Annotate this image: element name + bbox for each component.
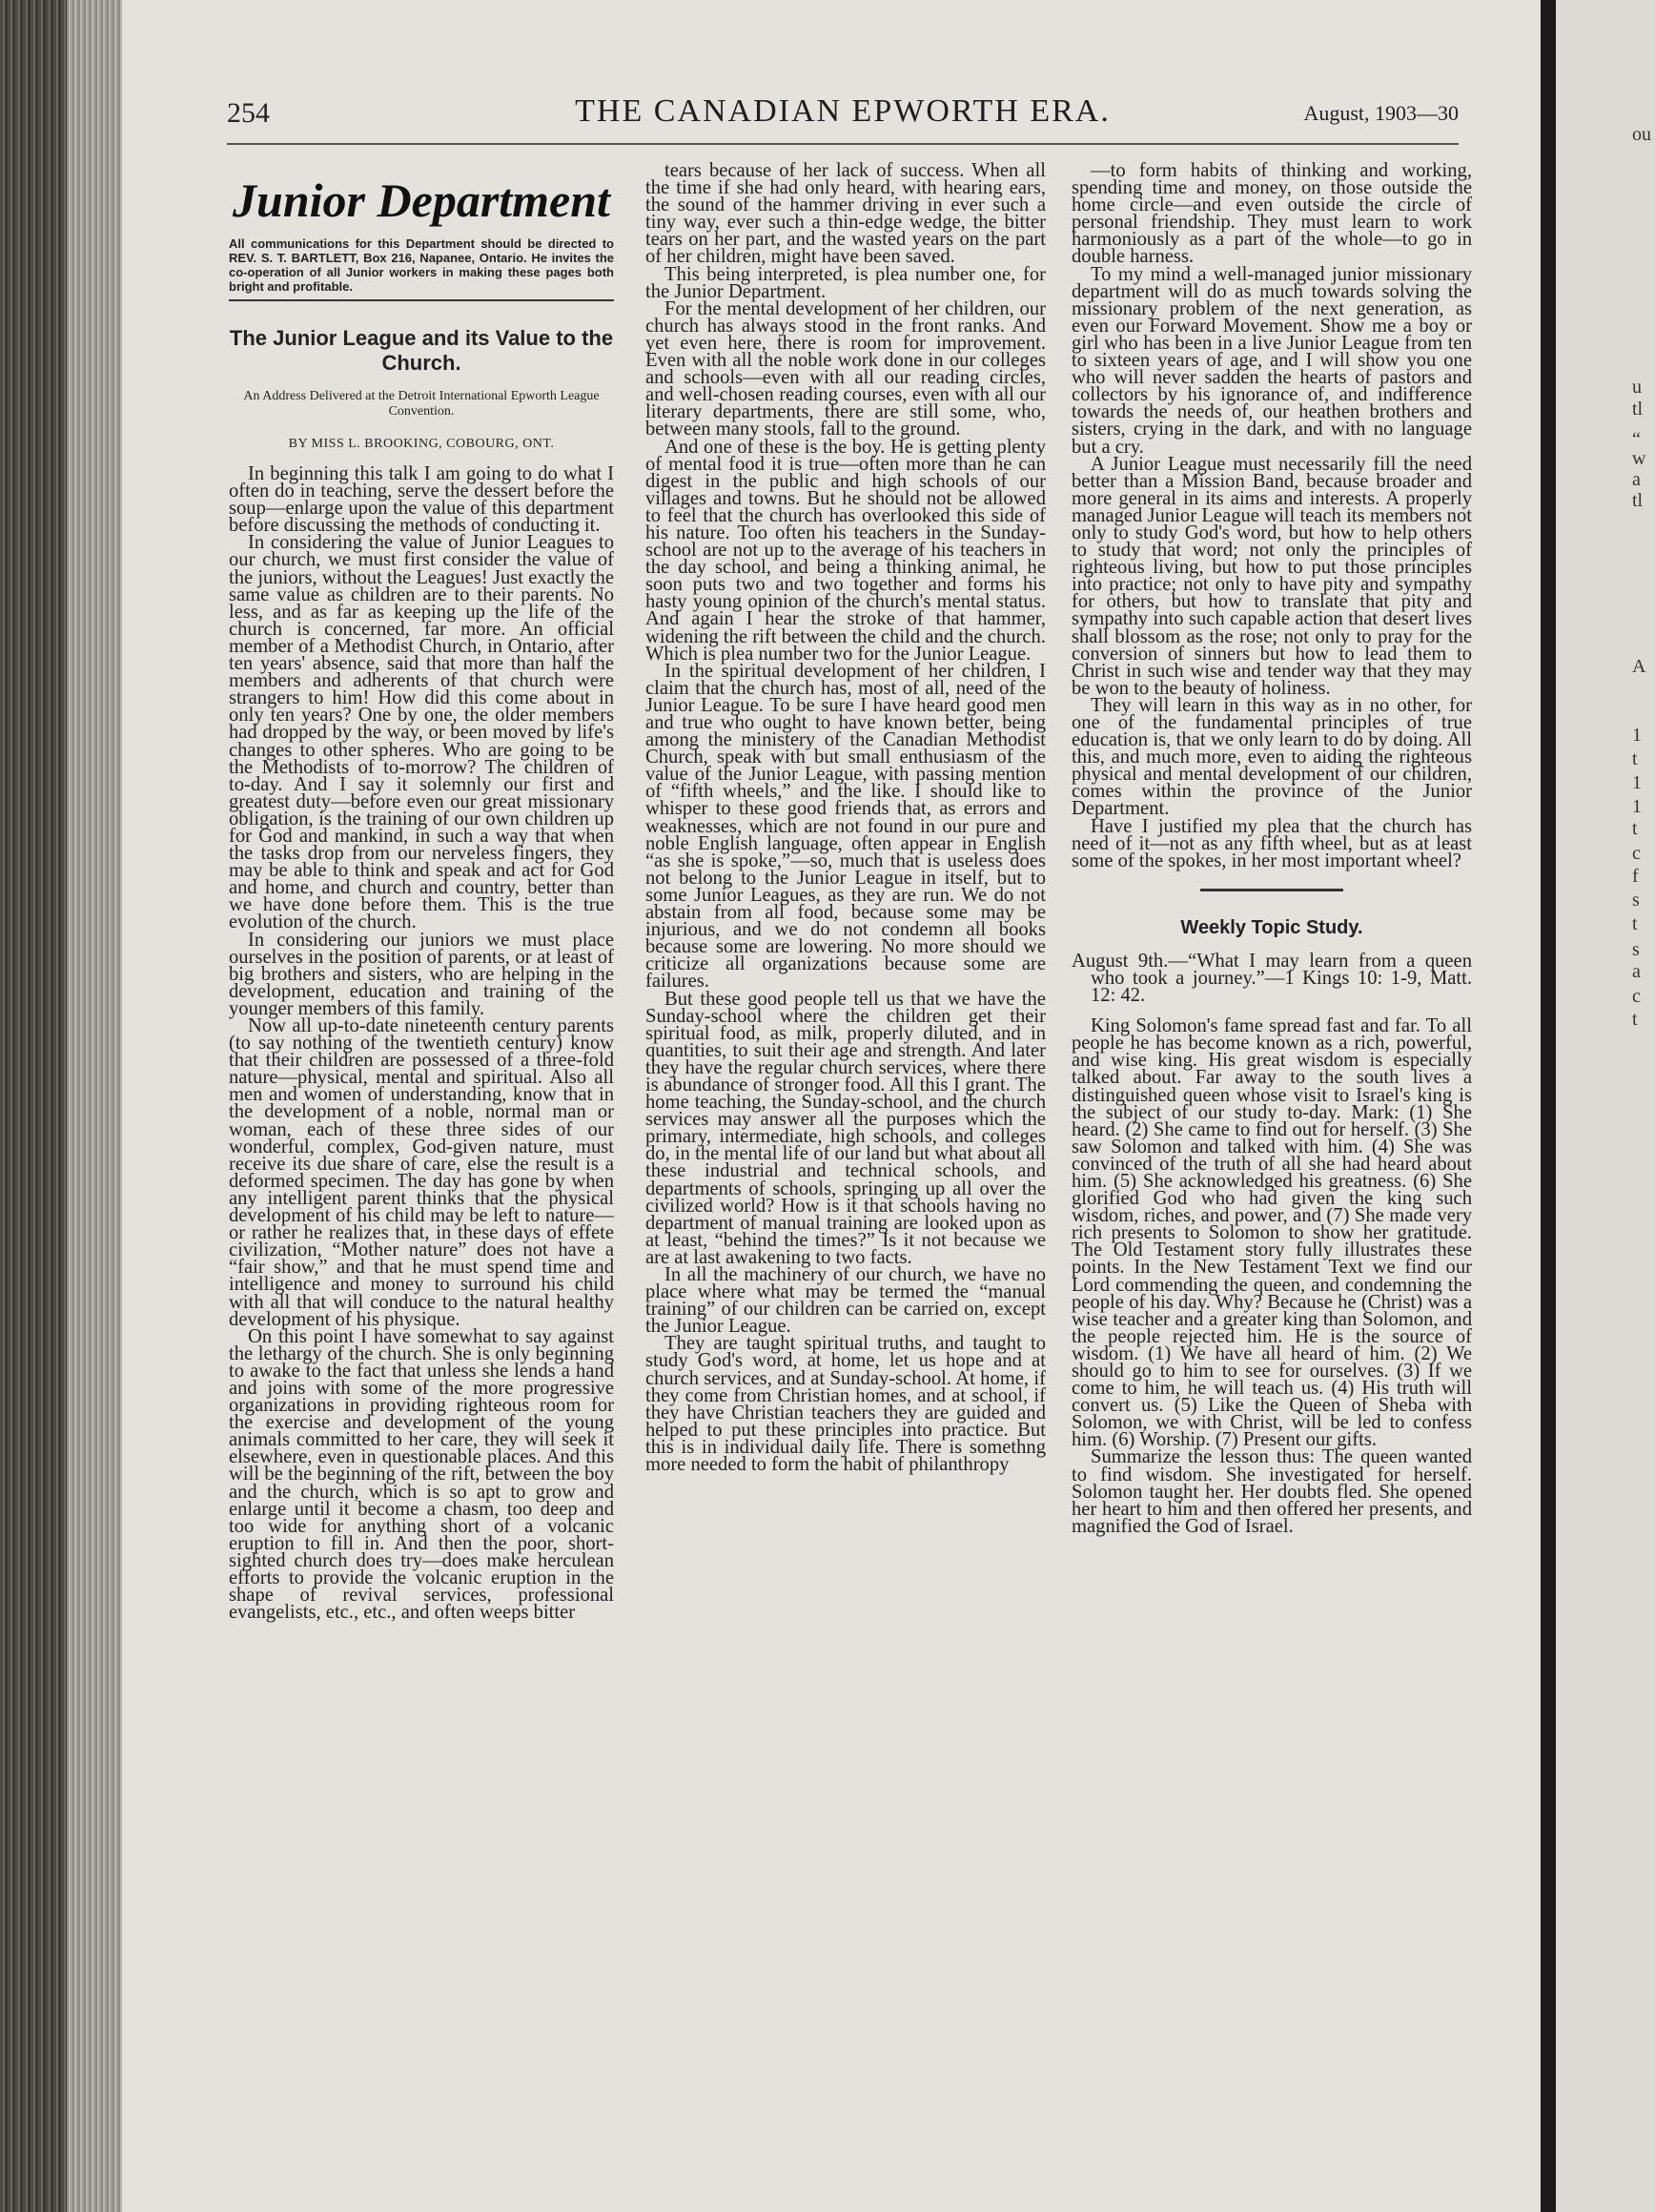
adjacent-page-text-fragment: tl (1632, 399, 1644, 420)
adjacent-page-text-fragment: 1 (1632, 772, 1642, 793)
article-paragraph: In all the machinery of our church, we have no place where what may be termed the “manual training” of our children can be carried on, except the Junior League. (645, 1264, 1046, 1338)
adjacent-page-text-fragment: a (1632, 469, 1641, 490)
article-byline: BY MISS L. BROOKING, COBOURG, ONT. (288, 437, 555, 451)
section-divider-rule (1200, 889, 1343, 891)
topic-study-title: Weekly Topic Study. (1180, 916, 1363, 938)
article-subtitle: An Address Delivered at the Detroit International Epworth League Convention. (243, 389, 600, 419)
adjacent-page-text-fragment: tl (1632, 490, 1644, 511)
department-rule (229, 299, 614, 301)
article-paragraph: This being interpreted, is plea number one, for the Junior Department. (645, 263, 1046, 302)
article-paragraph: In beginning this talk I am going to do what I often do in teaching, serve the dessert before the soup—enlarge upon the value of this department before discussing the methods of conducting it. (229, 463, 614, 537)
adjacent-page-text-fragment: “ (1632, 429, 1641, 450)
article-paragraph: They will learn in this way as in no other, for one of the fundamental principles of true education is, that we only learn to do by doing. All this, and much more, even to aiding the righteous physical and mental development of our children, comes within the province of the Junior Department. (1072, 694, 1472, 820)
issue-date: August, 1903—30 (1303, 101, 1459, 125)
article-paragraph: In considering our juniors we must place ourselves in the position of parents, or at least of big brothers and sisters, who are helping in the development, education and training of the younger members of this family. (229, 929, 614, 1019)
article-paragraph: To my mind a well-managed junior missionary department will do as much towards solving the missionary problem of the next generation, as even our Forward Movement. Show me a boy or girl who has been in a live Junior League from ten to sixteen years of age, and I will show you one who will never sadden the hearts of pastors and collectors by his ignorance of, and indifference towards the needs of, our heathen brothers and sisters, crying in the dark, and with no language but a cry. (1072, 263, 1472, 458)
article-body-left (229, 463, 614, 1624)
adjacent-page-text-fragment: a (1632, 961, 1641, 982)
adjacent-page-text-fragment: 1 (1632, 725, 1642, 746)
article-paragraph: In considering the value of Junior Leagues to our church, we must first consider the value of the juniors, without the Leagues! Just exactly the same value as children are to their parents. No less, and as far as keeping up the life of the church is concerned, far more. An official member of a Methodist Church, in Ontario, after ten years' absence, said that more than half the members and adherents of that church were strangers to him! How did this come about in only ten years? One by one, the older members had dropped by the way, or been moved by life's changes to other spheres. Who are going to be the Methodists of to-morrow? The children of to-day. And I say it solemnly our first and greatest duty—before even our great missionary obligation, is the training of our own children up for God and mankind, in such a way that when the tasks drop from our nerveless fingers, they may be able to think and speak and act for God and home, and church and country, better than we have done before them. This is the true evolution of the church. (229, 532, 614, 933)
column-right (1072, 162, 1472, 1535)
adjacent-page-text-fragment: ou (1632, 124, 1651, 145)
topic-study-body (1072, 1017, 1472, 1535)
adjacent-page-text-fragment: u (1632, 377, 1642, 398)
article-paragraph: —to form habits of thinking and working, spending time and money, on those outside the home circle—and even outside the circle of personal friendship. They must learn to work harmoniously as a part of the whole—to go in double harness. (1072, 160, 1472, 268)
header-rule (227, 143, 1459, 145)
topic-study-reference: August 9th.—“What I may learn from a queen who took a journey.”—1 Kings 10: 1-9, Matt. 12: 42. (1072, 950, 1472, 1007)
adjacent-page-text-fragment: t (1632, 913, 1638, 934)
adjacent-page-text-fragment: c (1632, 986, 1641, 1007)
adjacent-page-text-fragment: t (1632, 748, 1638, 769)
department-note: All communications for this Department should be directed to REV. S. T. BARTLETT, Box 216, Napanee, Ontario. He invites the co-operation of all Junior workers in making these pages both bright and profitable. (229, 236, 614, 294)
topic-paragraph: Summarize the lesson thus: The queen wanted to find wisdom. She investigated for herself. Solomon taught her. Her doubts fled. She opened her heart to him and then offered her presents, and magnified the God of Israel. (1072, 1446, 1472, 1537)
adjacent-page-text-fragment: 1 (1632, 796, 1642, 817)
topic-paragraph: King Solomon's fame spread fast and far. To all people he has become known as a rich, powerful, and wise king. His great wisdom is especially talked about. Far away to the south lives a distinguished queen whose visit to Israel's king is the subject of our study to-day. Mark: (1) She heard. (2) She came to find out for herself. (3) She saw Solomon and talked with him. (4) She was convinced of the truth of all she had heard about him. (5) She acknowledged his greatness. (6) She glorified God who had given the king such wisdom, riches, and power, and (7) She made very rich presents to Solomon to show her gratitude. The Old Testament story fully illustrates these points. In the New Testament Text we find our Lord commending the queen, and condemning the people of his day. Why? Because he (Christ) was a wise teacher and a greater king than Solomon, and the people rejected him. He is the source of wisdom. (1) We have all heard of him. (2) We should go to him to see for ourselves. (3) If we come to him, he will teach us. (4) His truth will convert us. (5) Like the Queen of Sheba with Solomon, we with Christ, will be led to confess him. (6) Worship. (7) Present our gifts. (1072, 1015, 1472, 1451)
adjacent-page-text-fragment: t (1632, 1009, 1638, 1030)
article-paragraph: Have I justified my plea that the church has need of it—not as any fifth wheel, but as at least some of the spokes, in her most important wheel? (1072, 815, 1472, 871)
article-paragraph: But these good people tell us that we have the Sunday-school where the children get their spiritual food, as milk, properly diluted, and in quantities, to suit their age and strength. And later they have the regular church services, where there is abundance of stronger food. All this I grant. The home teaching, the Sunday-school, and the church services may answer all the purposes which the primary, intermediate, high schools, and colleges do, in the mental life of our land but what about all these industrial and technical schools, and departments of schools, springing up all over the civilized world? How is it that schools having no department of manual training are looked upon as at least, “behind the times?” Is it not because we are at last awakening to two facts. (645, 988, 1046, 1268)
adjacent-page-text-fragment: s (1632, 890, 1640, 911)
article-paragraph: tears because of her lack of success. When all the time if she had only heard, with hearing ears, the sound of the hammer driving in ever such a tiny way, ever such a thin-edge wedge, the bitter tears on her part, and the wasted years on the part of her children, might have been saved. (645, 160, 1046, 268)
adjacent-page-edge (1556, 0, 1655, 2212)
page-stack-edge (67, 0, 124, 2212)
article-body-right (1072, 162, 1472, 870)
article-paragraph: And one of these is the boy. He is getting plenty of mental food it is true—often more than he can digest in the public and high schools of our villages and towns. But he should not be allowed to feel that the church has overlooked this side of his nature. Too often his teachers in the Sunday-school are not up to the average of his teachers in the day school, and being a thinking animal, he soon puts two and two together and forms his hasty young opinion of the church's mental status. And again I hear the stroke of that hammer, widening the rift between the child and the church. Which is plea number two for the Junior League. (645, 436, 1046, 665)
article-paragraph: They are taught spiritual truths, and taught to study God's word, at home, let us hope and at church services, and at Sunday-school. At home, if they come from Christian homes, and at school, if they have Christian teachers they are guided and helped to put these principles into practice. But this is in individual daily life. There is somethng more needed to form the habit of philanthropy (645, 1333, 1046, 1476)
article-paragraph: On this point I have somewhat to say against the lethargy of the church. She is only beginning to awake to the fact that unless she lends a hand and joins with some of the more progressive organizations in providing righteous room for the exercise and development of the young animals committed to her care, they will seek it elsewhere, even in questionable places. And this will be the beginning of the rift, between the boy and the church, which is so apt to grow and enlarge until it become a chasm, too deep and too wide for anything short of a volcanic eruption to fill in. And then the poor, short-sighted church does try—does make herculean efforts to provide the volcanic eruption in the shape of revival services, professional evangelists, etc., etc., and often weeps bitter (229, 1325, 614, 1624)
book-binding-edge (0, 0, 67, 2212)
article-paragraph: A Junior League must necessarily fill the need better than a Mission Band, because broader and more general in its aims and interests. A properly managed Junior League will teach its members not only to study God's word, but how to help others to study that word; not only the principles of righteous living, but how to put those principles into practice; not only to have pity and sympathy for others, but how to translate that pity and sympathy into such capable action that desert lives shall blossom as the rose; not only to pray for the conversion of sinners but how to lead them to Christ in such wise and tender way that they may be won to the beauty of holiness. (1072, 453, 1472, 699)
article-title: The Junior League and its Value to the Church. (229, 326, 614, 375)
page-gutter (1541, 0, 1556, 2212)
running-head (227, 93, 1459, 137)
adjacent-page-text-fragment: w (1632, 448, 1646, 469)
article-body-middle (645, 160, 1046, 1476)
article-paragraph: For the mental development of her children, our church has always stood in the front ranks. And yet even here, there is room for improvement. Even with all the noble work done in our colleges and schools—even with all our reading circles, and well-chosen reading courses, even with all our literary departments, there are still some, who, between many stools, fall to the ground. (645, 297, 1046, 440)
adjacent-page-text-fragment: s (1632, 939, 1640, 960)
column-middle (645, 160, 1046, 1476)
column-left (229, 162, 614, 1624)
journal-title: THE CANADIAN EPWORTH ERA. (575, 93, 1111, 129)
department-title: Junior Department (233, 174, 610, 227)
page-number: 254 (227, 97, 270, 129)
adjacent-page-text-fragment: A (1632, 656, 1646, 677)
adjacent-page-text-fragment: c (1632, 843, 1641, 864)
adjacent-page-text-fragment: t (1632, 818, 1638, 839)
article-paragraph: Now all up-to-date nineteenth century parents (to say nothing of the twentieth century) know that their children are possessed of a three-fold nature—physical, mental and spiritual. Also all men and women of understanding, know that in the development of a noble, normal man or woman, each of these three sides of our wonderful, complex, God-given nature, must receive its due share of care, else the result is a deformed specimen. The day has gone by when any intelligent parent thinks that the physical development of his child may be left to nature—or rather he realizes that, in these days of effete civilization, “Mother nature” does not have a “fair show,” and that he must spend time and intelligence and money to surround his child with all that will conduce to the natural healthy development of his physique. (229, 1015, 614, 1330)
adjacent-page-text-fragment: f (1632, 866, 1639, 887)
article-paragraph: In the spiritual development of her children, I claim that the church has, most of all, need of the Junior League. To be sure I have heard good men and true who ought to have known better, being among the ministery of the Canadian Methodist Church, speak with but small enthusiasm of the value of the Junior League, with passing mention of “fifth wheels,” and the like. I should like to whisper to these good friends that, as errors and weaknesses, which are not found in our pure and noble English language, often appear in English “as she is spoke,”—so, much that is useless does not belong to the Junior League in itself, but to some Junior Leagues, as they are run. We do not abstain from all food, because some may be injurious, and we do not condemn all books because some are lowering. No more should we criticize all organizations because some are failures. (645, 660, 1046, 993)
